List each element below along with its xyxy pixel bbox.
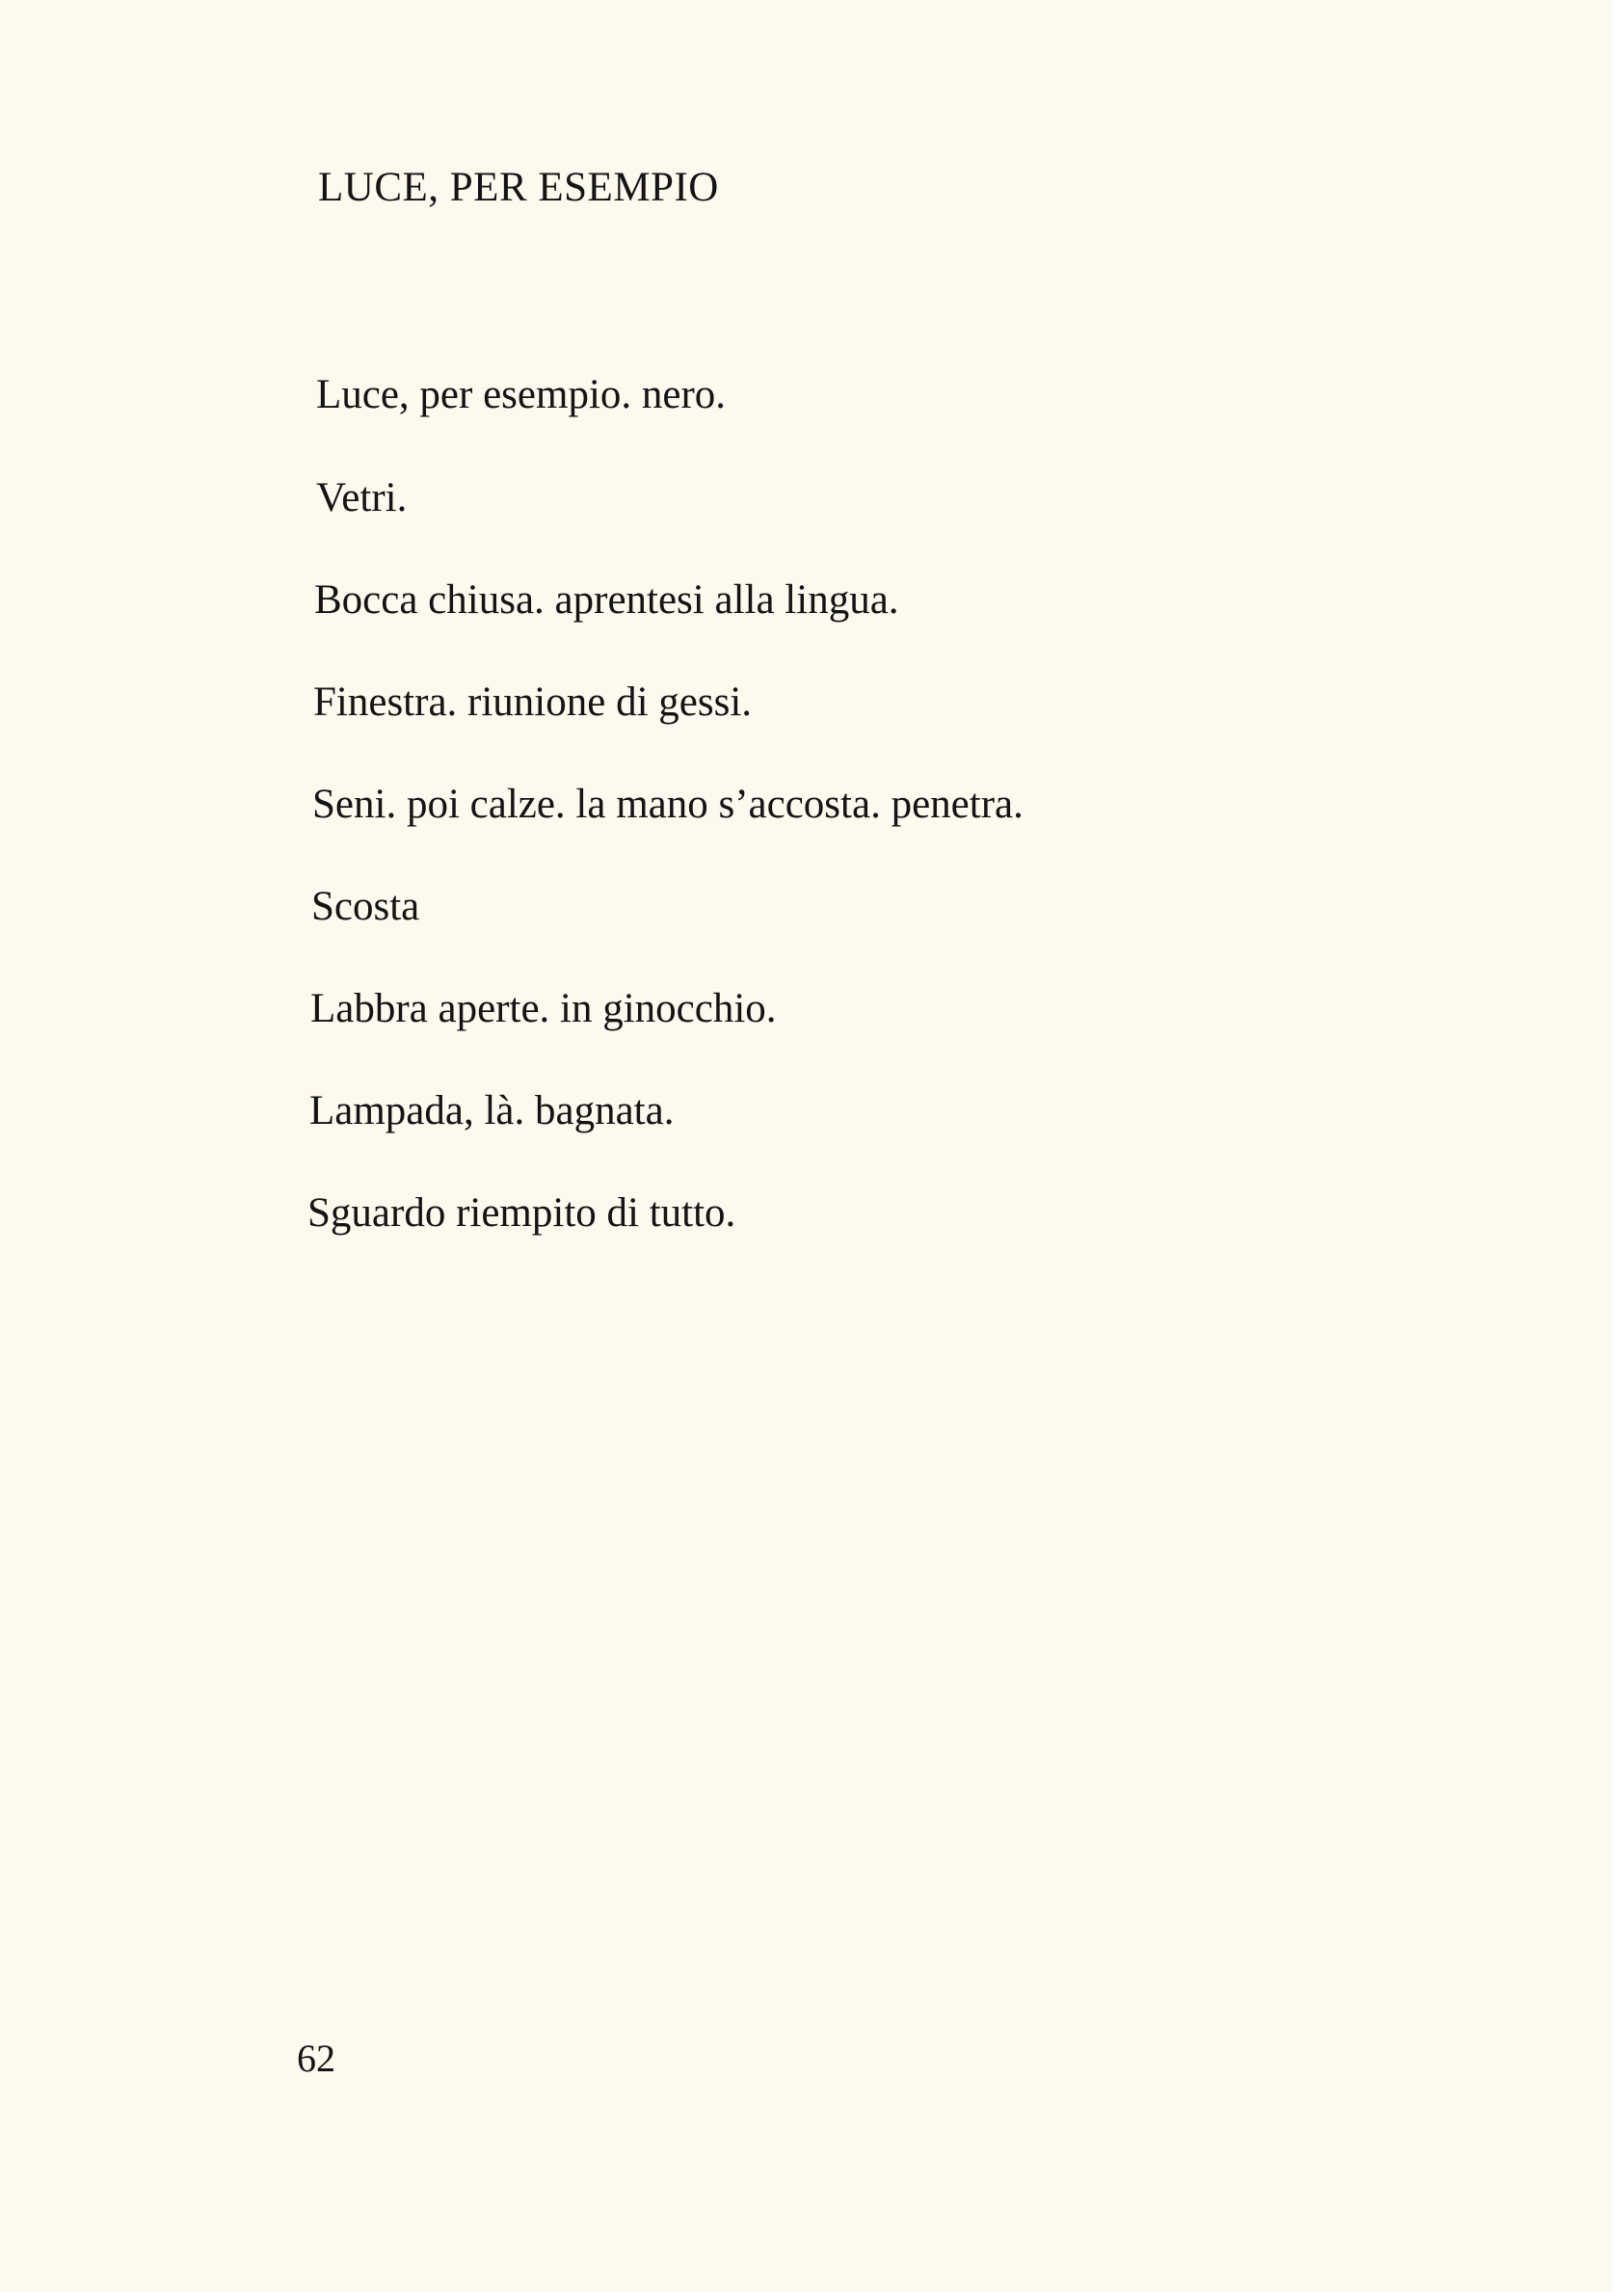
poem-line: Lampada, là. bagnata. <box>309 1088 675 1133</box>
poem-title: LUCE, PER ESEMPIO <box>318 165 719 210</box>
scan-edge <box>1611 0 1624 2292</box>
poem-line: Finestra. riunione di gessi. <box>313 680 753 725</box>
poem-line: Vetri. <box>316 475 408 520</box>
page-number: 62 <box>297 2037 335 2080</box>
poem-line: Seni. poi calze. la mano s’accosta. penetra. <box>312 782 1024 827</box>
poem-line: Bocca chiusa. aprentesi alla lingua. <box>314 577 899 623</box>
poem-line: Labbra aperte. in ginocchio. <box>310 986 777 1031</box>
poem-line: Luce, per esempio. nero. <box>316 372 727 417</box>
poem-line: Sguardo riempito di tutto. <box>307 1190 736 1236</box>
poem-line: Scosta <box>311 884 420 929</box>
